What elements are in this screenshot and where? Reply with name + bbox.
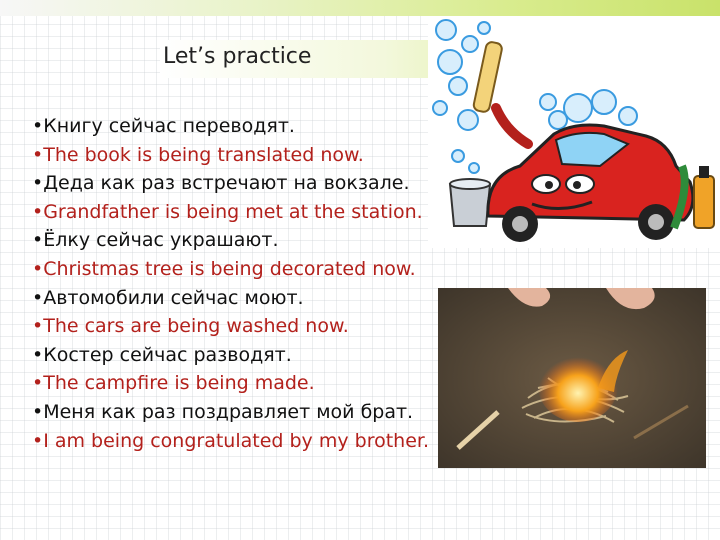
car-wash-illustration bbox=[428, 16, 720, 248]
sentence-ru-4: •Автомобили сейчас моют. bbox=[32, 286, 304, 309]
sentence-en-2: •Grandfather is being met at the station. bbox=[32, 200, 423, 223]
sentence-ru-1: •Книгу сейчас переводят. bbox=[32, 115, 295, 137]
car-wash-drawing bbox=[428, 16, 720, 248]
sentence-en-5: •The campfire is being made. bbox=[32, 372, 315, 395]
sentence-en-3: •Christmas tree is being decorated now. bbox=[32, 257, 416, 280]
sentence-ru-5: •Костер сейчас разводят. bbox=[32, 343, 292, 366]
sentence-en-6: •I am being congratulated by my brother. bbox=[32, 429, 429, 452]
sentence-ru-6: •Меня как раз поздравляет мой брат. bbox=[32, 400, 414, 423]
sentence-ru-3: •Ёлку сейчас украшают. bbox=[32, 229, 279, 252]
campfire-drawing bbox=[438, 288, 706, 468]
sentence-en-1: •The book is being translated now. bbox=[32, 143, 364, 166]
top-accent-band bbox=[0, 0, 720, 16]
slide-title: Let’s practice bbox=[163, 44, 312, 69]
sentence-en-4: •The cars are being washed now. bbox=[32, 315, 349, 338]
sentence-ru-2: •Деда как раз встречают на вокзале. bbox=[32, 172, 410, 195]
campfire-photo bbox=[438, 288, 706, 468]
sentence-list bbox=[32, 112, 452, 455]
